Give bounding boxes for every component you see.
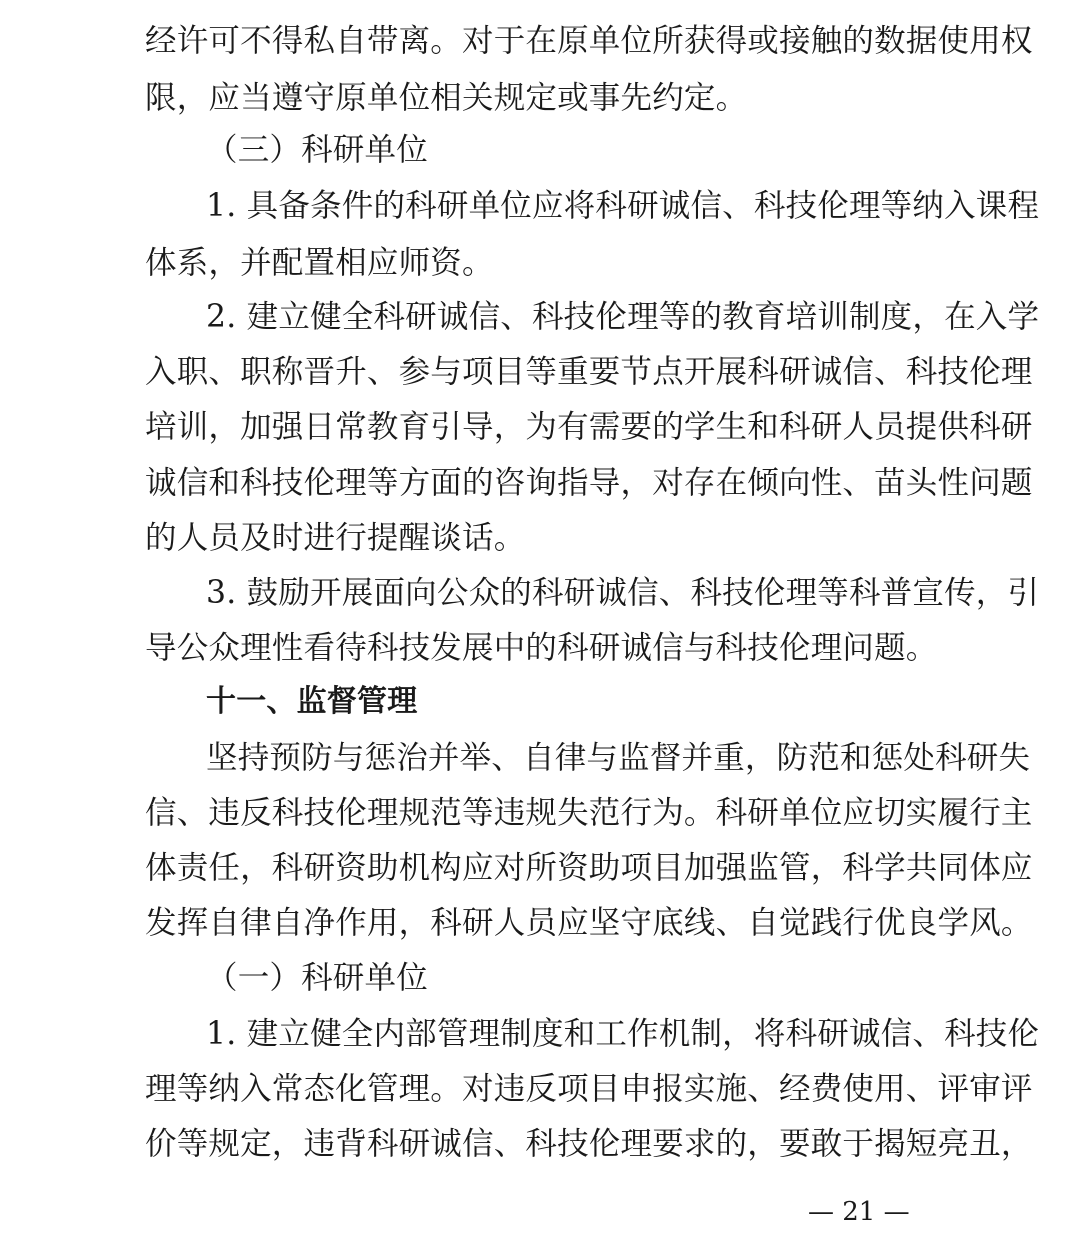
body-text-line: 的人员及时进行提醒谈话。 xyxy=(145,520,526,556)
section-subheading: （三）科研单位 xyxy=(206,132,428,168)
body-text-line: 坚持预防与惩治并举、自律与监督并重，防范和惩处科研失 xyxy=(206,740,1031,776)
body-text-line: 3. 鼓励开展面向公众的科研诚信、科技伦理等科普宣传，引 xyxy=(206,575,1040,611)
body-text-line: 1. 建立健全内部管理制度和工作机制，将科研诚信、科技伦 xyxy=(206,1016,1040,1052)
section-heading: 十一、监督管理 xyxy=(206,684,418,719)
body-text-line: 理等纳入常态化管理。对违反项目申报实施、经费使用、评审评 xyxy=(145,1071,1033,1107)
body-text-line: 1. 具备条件的科研单位应将科研诚信、科技伦理等纳入课程 xyxy=(206,188,1040,224)
body-text-line: 诚信和科技伦理等方面的咨询指导，对存在倾向性、苗头性问题 xyxy=(145,465,1033,501)
body-text-line: 价等规定，违背科研诚信、科技伦理要求的，要敢于揭短亮丑， xyxy=(145,1126,1033,1162)
body-text-line: 体系，并配置相应师资。 xyxy=(145,245,494,281)
body-text-line: 导公众理性看待科技发展中的科研诚信与科技伦理问题。 xyxy=(145,630,938,666)
body-text-line: 入职、职称晋升、参与项目等重要节点开展科研诚信、科技伦理 xyxy=(145,354,1033,390)
body-text-line: 限，应当遵守原单位相关规定或事先约定。 xyxy=(145,80,748,116)
section-subheading: （一）科研单位 xyxy=(206,960,428,996)
body-text-line: 信、违反科技伦理规范等违规失范行为。科研单位应切实履行主 xyxy=(145,795,1033,831)
body-text-line: 2. 建立健全科研诚信、科技伦理等的教育培训制度，在入学 xyxy=(206,299,1040,335)
body-text-line: 体责任，科研资助机构应对所资助项目加强监管，科学共同体应 xyxy=(145,850,1033,886)
body-text-line: 发挥自律自净作用，科研人员应坚守底线、自觉践行优良学风。 xyxy=(145,905,1033,941)
body-text-line: 经许可不得私自带离。对于在原单位所获得或接触的数据使用权 xyxy=(145,23,1033,59)
page-number: — 21 — xyxy=(808,1197,910,1227)
body-text-line: 培训，加强日常教育引导，为有需要的学生和科研人员提供科研 xyxy=(145,409,1033,445)
